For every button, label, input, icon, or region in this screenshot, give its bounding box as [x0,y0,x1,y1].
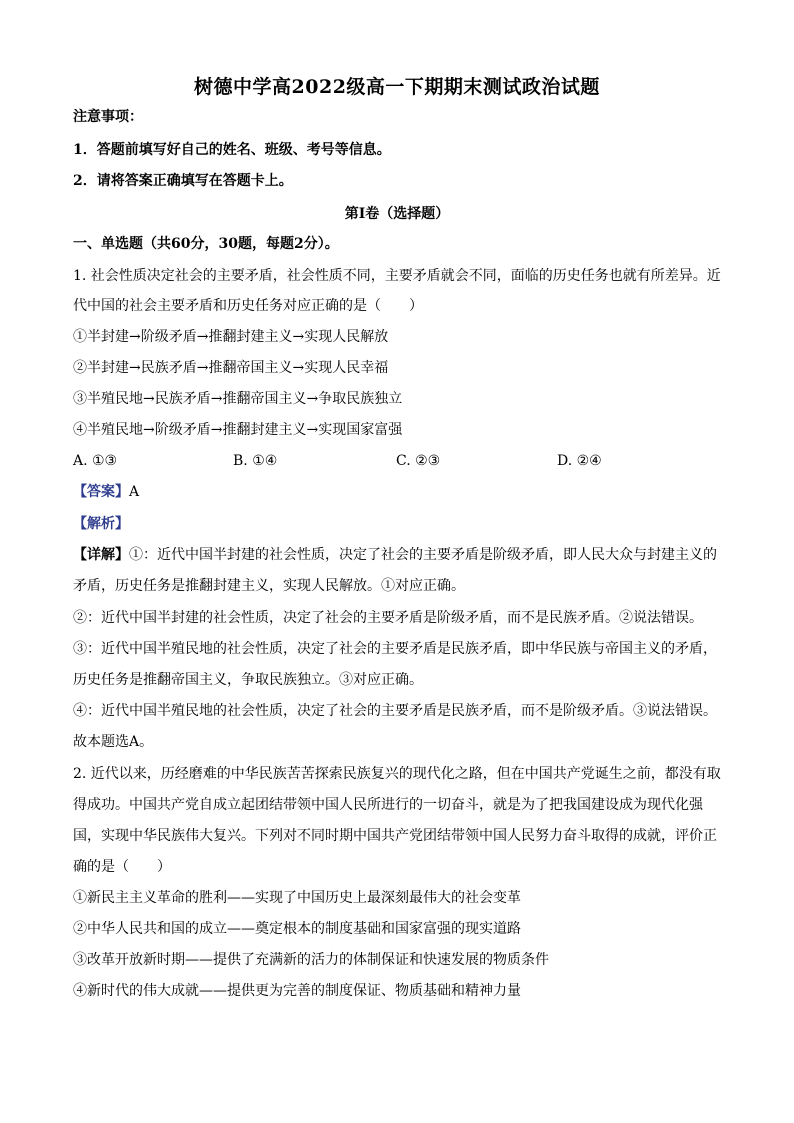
q2-stem-line-3: 国，实现中华民族伟大复兴。下列对不同时期中国共产党团结带领中国人民努力奋斗取得的成就，评价正 [73,828,717,844]
q1-analysis [73,515,129,533]
part-one-heading: 一、单选题（共60分，30题，每题2分）。 [73,236,339,252]
q1-detail-line-2: 矛盾，历史任务是推翻封建主义，实现人民解放。①对应正确。 [73,578,465,594]
q1-choice-b: B. ①④ [233,453,278,469]
q1-stem-line-2: 代中国的社会主要矛盾和历史任务对应正确的是（ ） [73,298,423,314]
analysis-label: 【解析】 [73,516,129,532]
q1-choice-c: C. ②③ [396,453,441,469]
q2-stem-line-2: 得成功。中国共产党自成立起团结带领中国人民所进行的一切奋斗，就是为了把我国建设成为现代化强 [73,797,703,813]
q1-detail-line-6: ④：近代中国半殖民地的社会性质，决定了社会的主要矛盾是民族矛盾，而不是阶级矛盾。③说法错误。 [73,703,717,719]
notice-item-1: 1．答题前填写好自己的姓名、班级、考号等信息。 [73,142,391,158]
q1-choice-a: A. ①③ [73,453,118,469]
section-title: 第I卷（选择题） [344,206,450,222]
q1-option-3: ③半殖民地→民族矛盾→推翻帝国主义→争取民族独立 [73,391,403,407]
q1-stem-line-1: 1. 社会性质决定社会的主要矛盾，社会性质不同，主要矛盾就会不同，面临的历史任务也就有所差异。近 [73,268,721,284]
page-title: 树德中学高2022级高一下期期末测试政治试题 [194,76,600,98]
q1-detail-line-7: 故本题选A。 [73,734,154,750]
q2-option-2: ②中华人民共和国的成立——奠定根本的制度基础和国家富强的现实道路 [73,921,521,937]
q2-stem-line-1: 2. 近代以来，历经磨难的中华民族苦苦探索民族复兴的现代化之路，但在中国共产党诞生之前，都没有取 [73,766,721,782]
q1-detail-line-4: ③：近代中国半殖民地的社会性质，决定了社会的主要矛盾是民族矛盾，即中华民族与帝国主义的矛盾， [73,641,717,657]
q2-option-4: ④新时代的伟大成就——提供更为完善的制度保证、物质基础和精神力量 [73,983,521,999]
q1-detail-line-3: ②：近代中国半封建的社会性质，决定了社会的主要矛盾是阶级矛盾，而不是民族矛盾。②说法错误。 [73,610,703,626]
q1-option-1: ①半封建→阶级矛盾→推翻封建主义→实现人民解放 [73,329,389,345]
q1-detail-line-1 [73,546,717,564]
q1-choice-d: D. ②④ [557,453,602,469]
q1-answer [73,483,139,501]
q2-option-3: ③改革开放新时期——提供了充满新的活力的体制保证和快速发展的物质条件 [73,952,549,968]
detail-text: ①：近代中国半封建的社会性质，决定了社会的主要矛盾是阶级矛盾，即人民大众与封建主义的 [129,547,717,563]
answer-label: 【答案】 [73,484,129,500]
q2-stem-line-4: 确的是（ ） [73,859,171,875]
notice-item-2: 2．请将答案正确填写在答题卡上。 [73,173,293,189]
detail-label: 【详解】 [73,547,129,563]
q1-detail-line-5: 历史任务是推翻帝国主义，争取民族独立。③对应正确。 [73,672,423,688]
q2-option-1: ①新民主主义革命的胜利——实现了中国历史上最深刻最伟大的社会变革 [73,890,521,906]
q1-option-4: ④半殖民地→阶级矛盾→推翻封建主义→实现国家富强 [73,422,403,438]
answer-value: A [129,484,140,500]
q1-option-2: ②半封建→民族矛盾→推翻帝国主义→实现人民幸福 [73,360,389,376]
notice-heading: 注意事项： [73,109,143,125]
